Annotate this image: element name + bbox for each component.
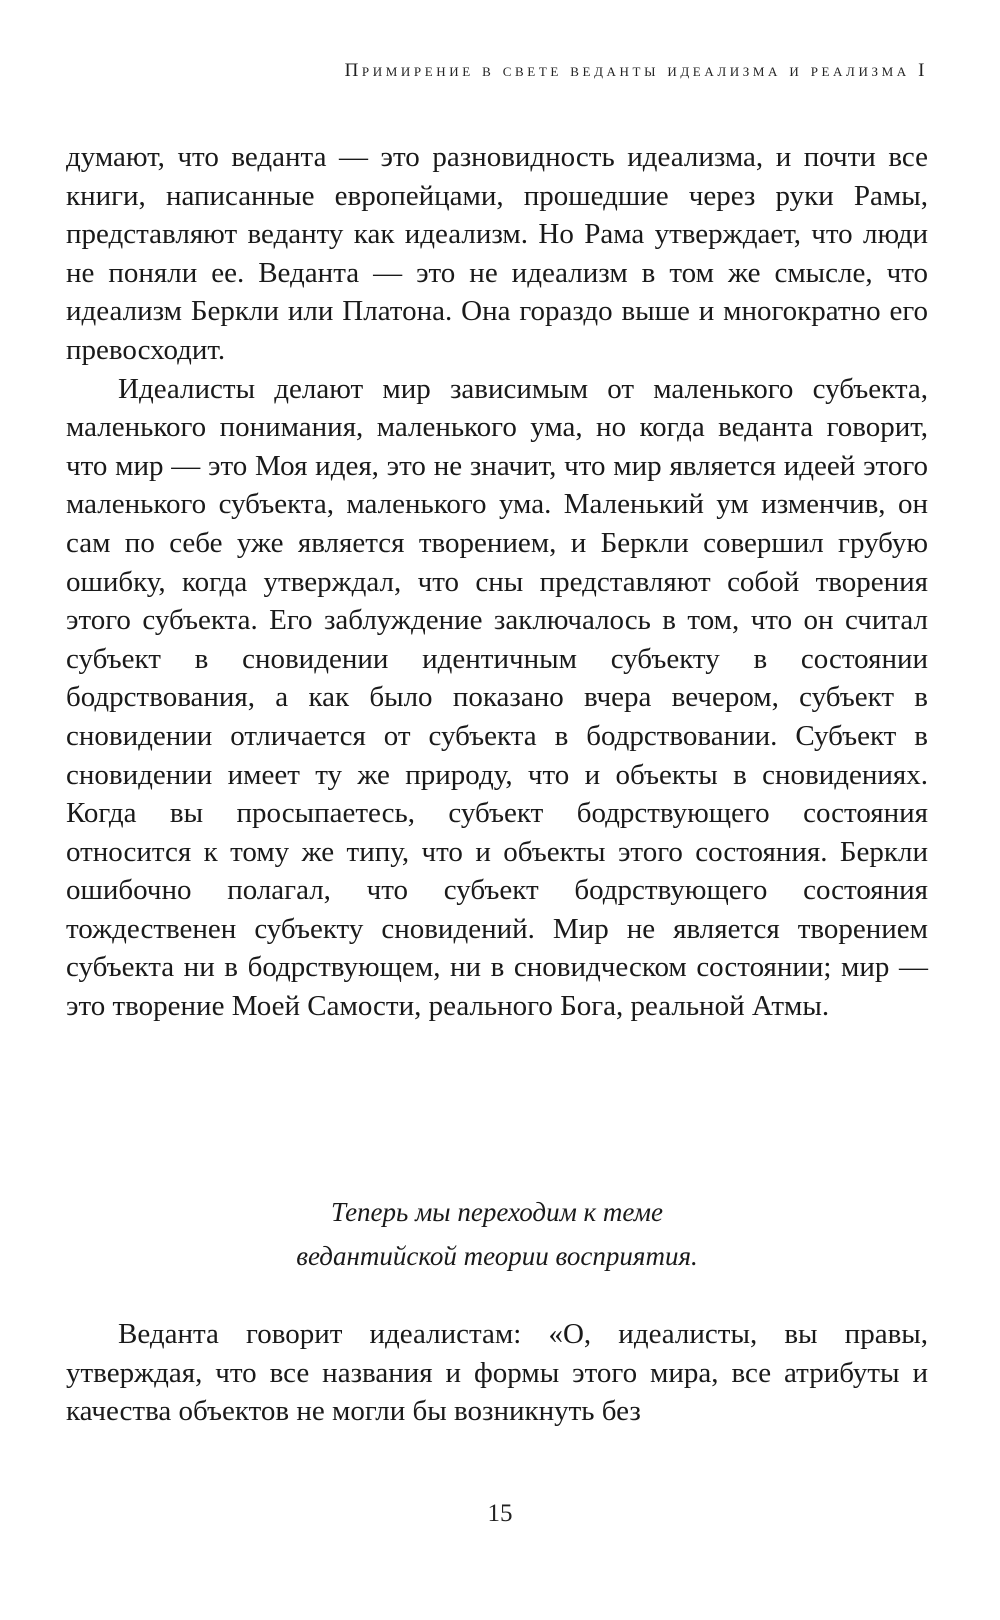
section-intro-line-2: ведантийской теории восприятия. <box>296 1241 698 1271</box>
running-title: Примирение в свете веданты идеализма и реализма I <box>344 60 928 81</box>
main-text-block <box>66 138 928 1026</box>
section-intro-line-1: Теперь мы переходим к теме <box>331 1197 663 1227</box>
paragraph-vedanta-says: Веданта говорит идеалистам: «О, идеалисты, вы правы, утверждая, что все названия и формы этого мира, все атрибуты и качества объектов не могли бы возникнуть без <box>66 1318 928 1428</box>
second-text-block <box>66 1315 928 1431</box>
section-intro <box>66 1190 928 1278</box>
paragraph-continued: думают, что веданта — это разновидность идеализма, и почти все книги, написанные европейцами, прошедшие через руки Рамы, представляют веданту как идеализм. Но Рама утверждает, что люди не поняли ее. Веданта — это не идеализм в том же смысле, что идеализм Беркли или Платона. Она гораздо выше и многократно его превосходит. <box>66 141 928 366</box>
page-number: 15 <box>487 1500 513 1527</box>
paragraph-idealists: Идеалисты делают мир зависимым от маленького субъекта, маленького понимания, маленького ума, но когда веданта говорит, что мир — это Моя идея, это не значит, что мир является идеей этого маленького субъекта, маленького ума. Маленький ум изменчив, он сам по себе уже является творением, и Беркли совершил грубую ошибку, когда утверждал, что сны представляют собой творения этого субъекта. Его заблуждение заключалось в том, что он считал субъект в сновидении идентичным субъекту в состоянии бодрствования, а как было показано вчера вечером, субъект в сновидении отличается от субъекта в бодрствовании. Субъект в сновидении имеет ту же природу, что и объекты в сновидениях. Когда вы просыпаетесь, субъект бодрствующего состояния относится к тому же типу, что и объекты этого состояния. Беркли ошибочно полагал, что субъект бодрствующего состояния тождественен субъекту сновидений. Мир не является творением субъекта ни в бодрствующем, ни в сновидческом состоянии; мир — это творение Моей Самости, реального Бога, реальной Атмы. <box>66 372 928 1023</box>
